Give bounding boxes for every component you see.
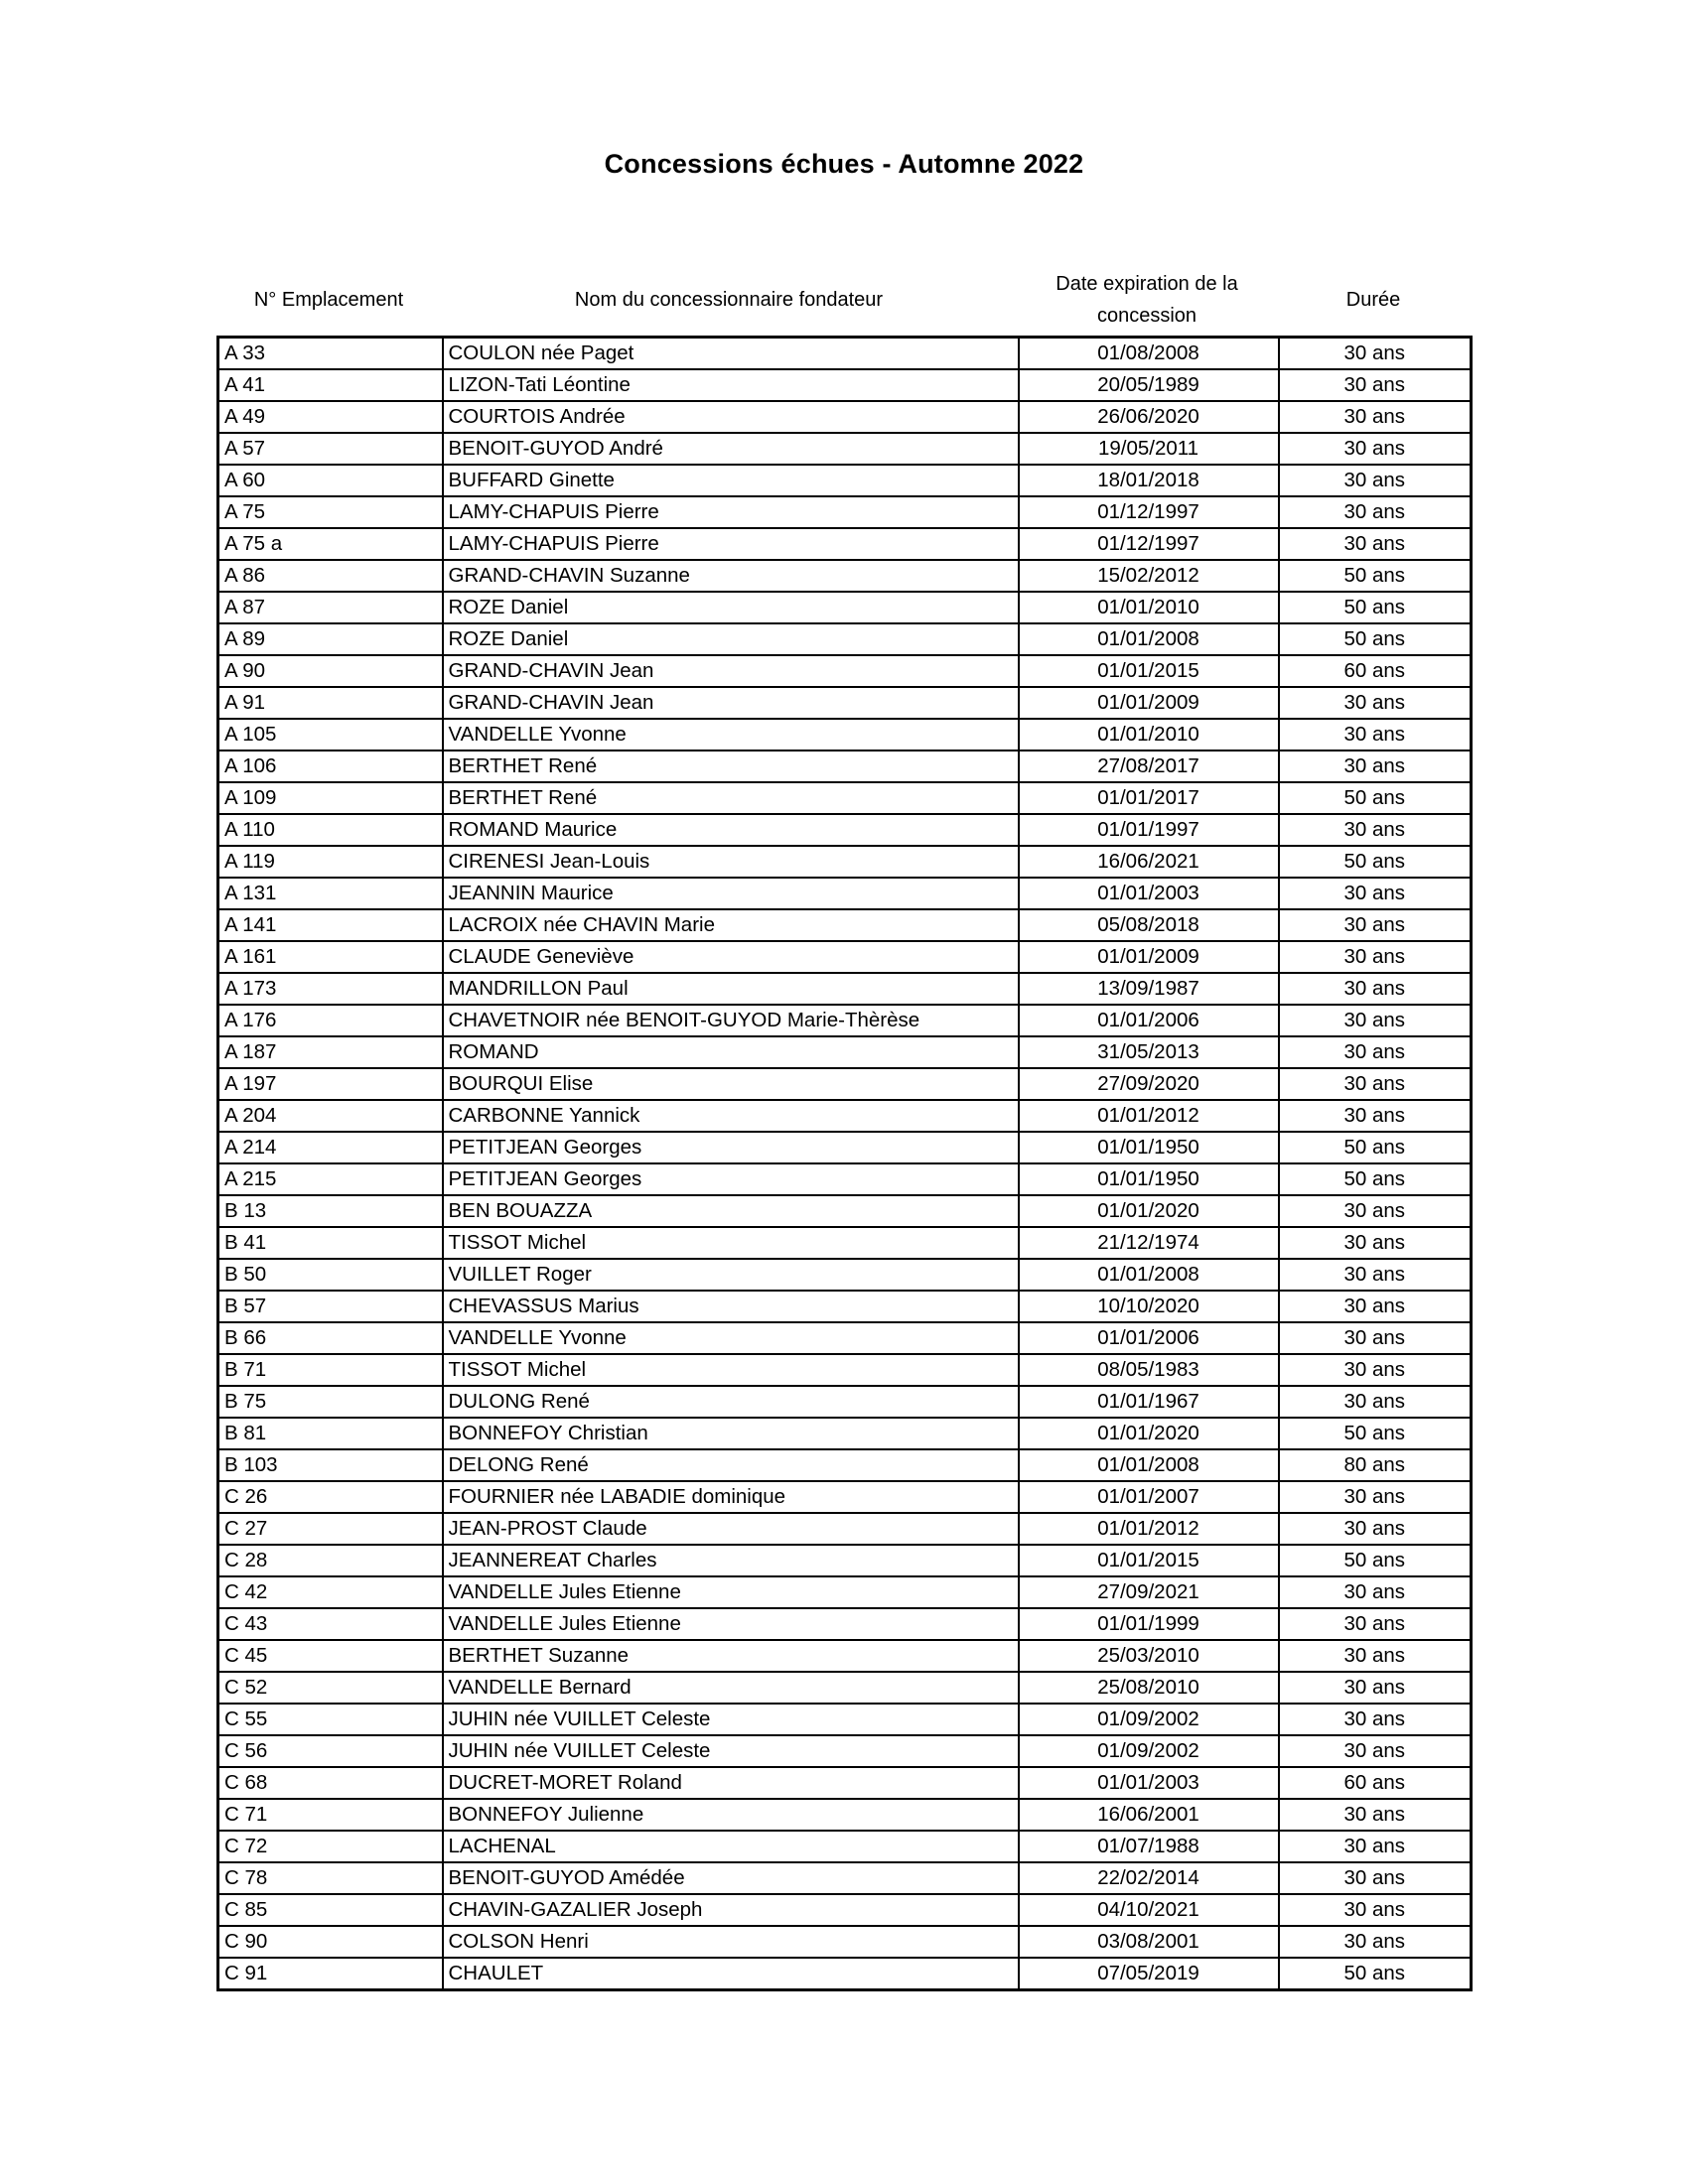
cell-emplacement: C 90 [218, 1926, 443, 1958]
header-date-line2: concession [1096, 305, 1197, 327]
cell-emplacement: A 89 [218, 623, 443, 655]
cell-nom: COURTOIS Andrée [443, 401, 1019, 433]
table-row [218, 1576, 1472, 1608]
cell-date-expiration: 16/06/2001 [1019, 1799, 1279, 1831]
table-row [218, 655, 1472, 687]
table-row [218, 1831, 1472, 1862]
cell-date-expiration: 01/01/2010 [1019, 719, 1279, 751]
table-row [218, 1608, 1472, 1640]
table-row [218, 1767, 1472, 1799]
cell-emplacement: C 56 [218, 1735, 443, 1767]
table-row [218, 1036, 1472, 1068]
table-row [218, 592, 1472, 623]
cell-duree: 30 ans [1279, 973, 1472, 1005]
cell-emplacement: B 41 [218, 1227, 443, 1259]
cell-duree: 80 ans [1279, 1449, 1472, 1481]
cell-nom: GRAND-CHAVIN Jean [443, 655, 1019, 687]
concessions-table [216, 336, 1473, 1991]
table-row [218, 1386, 1472, 1418]
cell-duree: 30 ans [1279, 814, 1472, 846]
cell-date-expiration: 27/09/2020 [1019, 1068, 1279, 1100]
cell-nom: VUILLET Roger [443, 1259, 1019, 1291]
cell-date-expiration: 01/01/1999 [1019, 1608, 1279, 1640]
cell-nom: LAMY-CHAPUIS Pierre [443, 496, 1019, 528]
table-row [218, 1163, 1472, 1195]
cell-nom: COLSON Henri [443, 1926, 1019, 1958]
table-row [218, 1862, 1472, 1894]
cell-emplacement: C 85 [218, 1894, 443, 1926]
cell-date-expiration: 01/12/1997 [1019, 528, 1279, 560]
table-row [218, 719, 1472, 751]
cell-nom: VANDELLE Bernard [443, 1672, 1019, 1704]
cell-emplacement: A 161 [218, 941, 443, 973]
table-row [218, 1354, 1472, 1386]
table-row [218, 1418, 1472, 1449]
table-row [218, 1259, 1472, 1291]
cell-duree: 30 ans [1279, 1735, 1472, 1767]
cell-date-expiration: 01/01/2017 [1019, 782, 1279, 814]
cell-date-expiration: 25/03/2010 [1019, 1640, 1279, 1672]
cell-date-expiration: 01/01/2008 [1019, 1259, 1279, 1291]
concessions-table-body [218, 338, 1472, 1990]
cell-duree: 30 ans [1279, 1608, 1472, 1640]
cell-duree: 50 ans [1279, 782, 1472, 814]
cell-duree: 30 ans [1279, 751, 1472, 782]
cell-emplacement: A 176 [218, 1005, 443, 1036]
cell-duree: 30 ans [1279, 878, 1472, 909]
cell-date-expiration: 03/08/2001 [1019, 1926, 1279, 1958]
cell-emplacement: C 68 [218, 1767, 443, 1799]
cell-nom: JUHIN née VUILLET Celeste [443, 1735, 1019, 1767]
table-row [218, 1799, 1472, 1831]
cell-date-expiration: 01/01/2007 [1019, 1481, 1279, 1513]
cell-nom: CHEVASSUS Marius [443, 1291, 1019, 1322]
table-row [218, 1958, 1472, 1990]
cell-date-expiration: 05/08/2018 [1019, 909, 1279, 941]
cell-nom: BONNEFOY Julienne [443, 1799, 1019, 1831]
cell-emplacement: C 26 [218, 1481, 443, 1513]
table-row [218, 909, 1472, 941]
cell-emplacement: A 86 [218, 560, 443, 592]
cell-emplacement: C 52 [218, 1672, 443, 1704]
cell-emplacement: A 75 a [218, 528, 443, 560]
cell-emplacement: A 214 [218, 1132, 443, 1163]
cell-emplacement: A 215 [218, 1163, 443, 1195]
cell-date-expiration: 10/10/2020 [1019, 1291, 1279, 1322]
cell-date-expiration: 16/06/2021 [1019, 846, 1279, 878]
cell-emplacement: A 109 [218, 782, 443, 814]
table-row [218, 1100, 1472, 1132]
cell-duree: 30 ans [1279, 1227, 1472, 1259]
cell-date-expiration: 01/01/2020 [1019, 1195, 1279, 1227]
cell-nom: LACROIX née CHAVIN Marie [443, 909, 1019, 941]
cell-date-expiration: 01/01/2003 [1019, 878, 1279, 909]
cell-nom: DELONG René [443, 1449, 1019, 1481]
cell-duree: 50 ans [1279, 592, 1472, 623]
cell-date-expiration: 19/05/2011 [1019, 433, 1279, 465]
cell-nom: LIZON-Tati Léontine [443, 369, 1019, 401]
cell-emplacement: B 75 [218, 1386, 443, 1418]
cell-nom: JEANNIN Maurice [443, 878, 1019, 909]
cell-emplacement: C 78 [218, 1862, 443, 1894]
cell-nom: FOURNIER née LABADIE dominique [443, 1481, 1019, 1513]
cell-date-expiration: 18/01/2018 [1019, 465, 1279, 496]
cell-emplacement: B 57 [218, 1291, 443, 1322]
table-row [218, 782, 1472, 814]
header-emplacement: N° Emplacement [253, 289, 404, 311]
cell-emplacement: B 81 [218, 1418, 443, 1449]
cell-emplacement: B 103 [218, 1449, 443, 1481]
cell-duree: 30 ans [1279, 401, 1472, 433]
cell-date-expiration: 01/01/2006 [1019, 1322, 1279, 1354]
table-row [218, 369, 1472, 401]
cell-nom: CHAVETNOIR née BENOIT-GUYOD Marie-Thèrèse [443, 1005, 1019, 1036]
cell-duree: 30 ans [1279, 1862, 1472, 1894]
cell-nom: DUCRET-MORET Roland [443, 1767, 1019, 1799]
cell-emplacement: C 43 [218, 1608, 443, 1640]
cell-emplacement: A 106 [218, 751, 443, 782]
cell-duree: 30 ans [1279, 1291, 1472, 1322]
cell-date-expiration: 01/01/2012 [1019, 1513, 1279, 1545]
cell-duree: 30 ans [1279, 1640, 1472, 1672]
cell-emplacement: A 204 [218, 1100, 443, 1132]
cell-duree: 30 ans [1279, 1068, 1472, 1100]
cell-nom: BERTHET Suzanne [443, 1640, 1019, 1672]
cell-nom: MANDRILLON Paul [443, 973, 1019, 1005]
cell-duree: 30 ans [1279, 1005, 1472, 1036]
table-header [216, 264, 1470, 336]
cell-duree: 30 ans [1279, 909, 1472, 941]
cell-nom: CIRENESI Jean-Louis [443, 846, 1019, 878]
cell-nom: JUHIN née VUILLET Celeste [443, 1704, 1019, 1735]
table-row [218, 1704, 1472, 1735]
header-duree: Durée [1345, 289, 1401, 311]
cell-emplacement: C 45 [218, 1640, 443, 1672]
table-row [218, 623, 1472, 655]
cell-date-expiration: 01/01/2009 [1019, 687, 1279, 719]
cell-nom: CARBONNE Yannick [443, 1100, 1019, 1132]
cell-duree: 30 ans [1279, 1926, 1472, 1958]
table-row [218, 465, 1472, 496]
cell-date-expiration: 01/01/2008 [1019, 623, 1279, 655]
cell-emplacement: A 41 [218, 369, 443, 401]
table-row [218, 1322, 1472, 1354]
cell-date-expiration: 04/10/2021 [1019, 1894, 1279, 1926]
cell-duree: 30 ans [1279, 1386, 1472, 1418]
cell-nom: LACHENAL [443, 1831, 1019, 1862]
cell-emplacement: C 71 [218, 1799, 443, 1831]
cell-emplacement: B 66 [218, 1322, 443, 1354]
cell-duree: 60 ans [1279, 1767, 1472, 1799]
table-row [218, 496, 1472, 528]
cell-duree: 30 ans [1279, 687, 1472, 719]
cell-date-expiration: 01/01/1967 [1019, 1386, 1279, 1418]
cell-duree: 30 ans [1279, 1481, 1472, 1513]
cell-emplacement: C 27 [218, 1513, 443, 1545]
cell-emplacement: A 90 [218, 655, 443, 687]
table-row [218, 814, 1472, 846]
cell-date-expiration: 22/02/2014 [1019, 1862, 1279, 1894]
cell-nom: ROMAND Maurice [443, 814, 1019, 846]
cell-nom: VANDELLE Yvonne [443, 1322, 1019, 1354]
page-title: Concessions échues - Automne 2022 [604, 149, 1084, 179]
table-row [218, 941, 1472, 973]
cell-emplacement: B 50 [218, 1259, 443, 1291]
cell-date-expiration: 01/09/2002 [1019, 1704, 1279, 1735]
cell-emplacement: A 91 [218, 687, 443, 719]
cell-emplacement: A 173 [218, 973, 443, 1005]
table-row [218, 1735, 1472, 1767]
cell-duree: 50 ans [1279, 1418, 1472, 1449]
cell-date-expiration: 01/01/2010 [1019, 592, 1279, 623]
cell-duree: 50 ans [1279, 560, 1472, 592]
cell-duree: 30 ans [1279, 1894, 1472, 1926]
cell-nom: BUFFARD Ginette [443, 465, 1019, 496]
cell-nom: ROZE Daniel [443, 592, 1019, 623]
cell-duree: 50 ans [1279, 1958, 1472, 1990]
cell-date-expiration: 01/01/2015 [1019, 655, 1279, 687]
table-row [218, 973, 1472, 1005]
table-row [218, 1195, 1472, 1227]
cell-emplacement: C 42 [218, 1576, 443, 1608]
cell-duree: 30 ans [1279, 1513, 1472, 1545]
cell-nom: CHAULET [443, 1958, 1019, 1990]
cell-nom: GRAND-CHAVIN Jean [443, 687, 1019, 719]
cell-date-expiration: 01/08/2008 [1019, 338, 1279, 370]
cell-date-expiration: 01/01/2012 [1019, 1100, 1279, 1132]
cell-duree: 30 ans [1279, 338, 1472, 370]
cell-emplacement: A 187 [218, 1036, 443, 1068]
cell-nom: BENOIT-GUYOD Amédée [443, 1862, 1019, 1894]
cell-emplacement: A 197 [218, 1068, 443, 1100]
cell-duree: 50 ans [1279, 1163, 1472, 1195]
table-row [218, 878, 1472, 909]
cell-duree: 50 ans [1279, 623, 1472, 655]
cell-date-expiration: 27/08/2017 [1019, 751, 1279, 782]
cell-date-expiration: 01/01/2015 [1019, 1545, 1279, 1576]
cell-duree: 60 ans [1279, 655, 1472, 687]
cell-nom: ROMAND [443, 1036, 1019, 1068]
cell-duree: 50 ans [1279, 1545, 1472, 1576]
cell-emplacement: C 91 [218, 1958, 443, 1990]
table-row [218, 1227, 1472, 1259]
cell-emplacement: A 141 [218, 909, 443, 941]
cell-nom: DULONG René [443, 1386, 1019, 1418]
header-date-expiration [1017, 264, 1277, 336]
cell-duree: 30 ans [1279, 1195, 1472, 1227]
table-row [218, 1068, 1472, 1100]
cell-nom: TISSOT Michel [443, 1354, 1019, 1386]
cell-date-expiration: 01/01/2008 [1019, 1449, 1279, 1481]
cell-date-expiration: 13/09/1987 [1019, 973, 1279, 1005]
cell-nom: BOURQUI Elise [443, 1068, 1019, 1100]
cell-nom: LAMY-CHAPUIS Pierre [443, 528, 1019, 560]
cell-date-expiration: 26/06/2020 [1019, 401, 1279, 433]
table-row [218, 1481, 1472, 1513]
cell-nom: ROZE Daniel [443, 623, 1019, 655]
cell-date-expiration: 01/01/2003 [1019, 1767, 1279, 1799]
table-row [218, 338, 1472, 370]
cell-emplacement: B 13 [218, 1195, 443, 1227]
cell-emplacement: A 119 [218, 846, 443, 878]
cell-emplacement: C 28 [218, 1545, 443, 1576]
cell-date-expiration: 25/08/2010 [1019, 1672, 1279, 1704]
cell-duree: 30 ans [1279, 369, 1472, 401]
cell-nom: BERTHET René [443, 751, 1019, 782]
table-row [218, 846, 1472, 878]
cell-emplacement: A 105 [218, 719, 443, 751]
cell-emplacement: C 72 [218, 1831, 443, 1862]
table-row [218, 1894, 1472, 1926]
cell-duree: 30 ans [1279, 1672, 1472, 1704]
table-row [218, 1640, 1472, 1672]
cell-emplacement: A 57 [218, 433, 443, 465]
cell-duree: 30 ans [1279, 1799, 1472, 1831]
cell-nom: BERTHET René [443, 782, 1019, 814]
table-row [218, 528, 1472, 560]
cell-nom: VANDELLE Jules Etienne [443, 1576, 1019, 1608]
cell-nom: GRAND-CHAVIN Suzanne [443, 560, 1019, 592]
cell-duree: 30 ans [1279, 1354, 1472, 1386]
cell-emplacement: C 55 [218, 1704, 443, 1735]
cell-date-expiration: 20/05/1989 [1019, 369, 1279, 401]
cell-date-expiration: 01/01/1997 [1019, 814, 1279, 846]
cell-duree: 50 ans [1279, 1132, 1472, 1163]
table-row [218, 687, 1472, 719]
cell-date-expiration: 08/05/1983 [1019, 1354, 1279, 1386]
cell-date-expiration: 01/01/1950 [1019, 1163, 1279, 1195]
cell-emplacement: A 131 [218, 878, 443, 909]
table-row [218, 401, 1472, 433]
cell-nom: PETITJEAN Georges [443, 1163, 1019, 1195]
cell-duree: 30 ans [1279, 465, 1472, 496]
table-row [218, 751, 1472, 782]
cell-nom: BONNEFOY Christian [443, 1418, 1019, 1449]
cell-date-expiration: 01/09/2002 [1019, 1735, 1279, 1767]
cell-nom: COULON née Paget [443, 338, 1019, 370]
cell-date-expiration: 01/01/2006 [1019, 1005, 1279, 1036]
cell-date-expiration: 01/01/2020 [1019, 1418, 1279, 1449]
cell-emplacement: B 71 [218, 1354, 443, 1386]
header-date-line1: Date expiration de la [1055, 273, 1238, 295]
table-row [218, 433, 1472, 465]
cell-duree: 30 ans [1279, 719, 1472, 751]
table-row [218, 560, 1472, 592]
cell-date-expiration: 21/12/1974 [1019, 1227, 1279, 1259]
cell-nom: VANDELLE Jules Etienne [443, 1608, 1019, 1640]
cell-date-expiration: 15/02/2012 [1019, 560, 1279, 592]
cell-duree: 30 ans [1279, 496, 1472, 528]
table-row [218, 1926, 1472, 1958]
cell-nom: JEAN-PROST Claude [443, 1513, 1019, 1545]
cell-duree: 30 ans [1279, 1831, 1472, 1862]
cell-duree: 30 ans [1279, 941, 1472, 973]
cell-duree: 30 ans [1279, 1576, 1472, 1608]
table-row [218, 1132, 1472, 1163]
cell-duree: 30 ans [1279, 528, 1472, 560]
cell-nom: VANDELLE Yvonne [443, 719, 1019, 751]
cell-date-expiration: 27/09/2021 [1019, 1576, 1279, 1608]
cell-nom: BENOIT-GUYOD André [443, 433, 1019, 465]
cell-duree: 30 ans [1279, 1100, 1472, 1132]
cell-emplacement: A 49 [218, 401, 443, 433]
cell-duree: 30 ans [1279, 1036, 1472, 1068]
cell-date-expiration: 01/01/2009 [1019, 941, 1279, 973]
cell-nom: TISSOT Michel [443, 1227, 1019, 1259]
cell-emplacement: A 75 [218, 496, 443, 528]
cell-duree: 30 ans [1279, 1259, 1472, 1291]
header-nom: Nom du concessionnaire fondateur [574, 289, 884, 311]
table-row [218, 1005, 1472, 1036]
cell-nom: CHAVIN-GAZALIER Joseph [443, 1894, 1019, 1926]
cell-duree: 30 ans [1279, 1322, 1472, 1354]
cell-nom: BEN BOUAZZA [443, 1195, 1019, 1227]
cell-emplacement: A 60 [218, 465, 443, 496]
table-row [218, 1513, 1472, 1545]
cell-duree: 50 ans [1279, 846, 1472, 878]
cell-emplacement: A 87 [218, 592, 443, 623]
cell-date-expiration: 07/05/2019 [1019, 1958, 1279, 1990]
table-row [218, 1449, 1472, 1481]
cell-date-expiration: 01/12/1997 [1019, 496, 1279, 528]
table-row [218, 1545, 1472, 1576]
cell-date-expiration: 31/05/2013 [1019, 1036, 1279, 1068]
cell-nom: CLAUDE Geneviève [443, 941, 1019, 973]
cell-date-expiration: 01/07/1988 [1019, 1831, 1279, 1862]
cell-date-expiration: 01/01/1950 [1019, 1132, 1279, 1163]
table-row [218, 1672, 1472, 1704]
cell-emplacement: A 33 [218, 338, 443, 370]
cell-emplacement: A 110 [218, 814, 443, 846]
cell-duree: 30 ans [1279, 433, 1472, 465]
cell-duree: 30 ans [1279, 1704, 1472, 1735]
cell-nom: PETITJEAN Georges [443, 1132, 1019, 1163]
cell-nom: JEANNEREAT Charles [443, 1545, 1019, 1576]
table-row [218, 1291, 1472, 1322]
